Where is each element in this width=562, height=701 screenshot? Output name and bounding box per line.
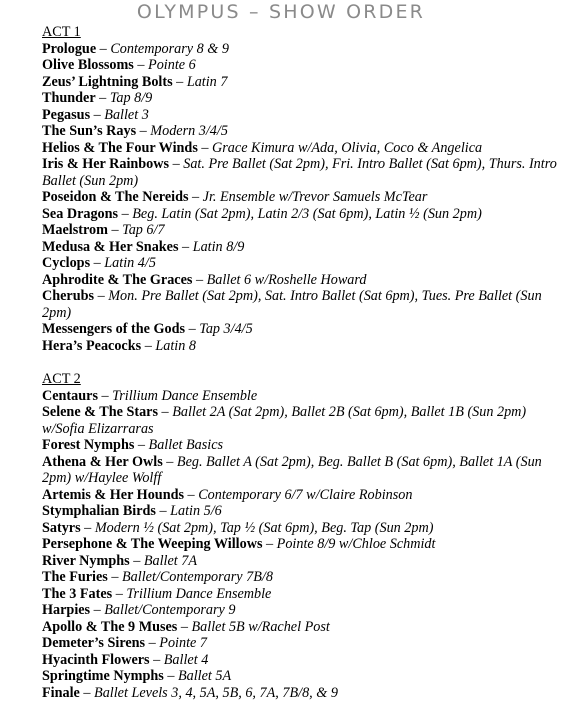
entry-name: The Furies <box>42 569 108 585</box>
entry-detail: Pointe 8/9 w/Chloe Schmidt <box>277 536 436 552</box>
entry-name: Persephone & The Weeping Willows <box>42 536 262 552</box>
entry-detail: Jr. Ensemble w/Trevor Samuels McTear <box>203 189 428 205</box>
entry-detail: Ballet Levels 3, 4, 5A, 5B, 6, 7A, 7B/8, & 9 <box>94 685 338 701</box>
entry-detail: Ballet 4 <box>164 652 209 668</box>
entry-name: The Sun’s Rays <box>42 123 136 139</box>
entry-name: The 3 Fates <box>42 586 112 602</box>
act-heading: ACT 2 <box>42 371 558 388</box>
program-entry <box>42 222 558 239</box>
act-section <box>42 371 558 701</box>
entry-name: Stymphalian Birds <box>42 503 156 519</box>
entry-name: Helios & The Four Winds <box>42 140 198 156</box>
entry-separator: – <box>108 222 122 238</box>
program-entry <box>42 239 558 256</box>
entry-separator: – <box>96 90 110 106</box>
entry-separator: – <box>177 619 191 635</box>
program-entry <box>42 668 558 685</box>
entry-separator: – <box>134 57 148 73</box>
program-entry <box>42 41 558 58</box>
entry-separator: – <box>150 652 164 668</box>
program-entry <box>42 520 558 537</box>
show-order-content <box>42 24 558 701</box>
program-entry <box>42 74 558 91</box>
document-title: OLYMPUS – SHOW ORDER <box>0 1 562 23</box>
entry-separator: – <box>198 140 212 156</box>
entry-name: Medusa & Her Snakes <box>42 239 179 255</box>
program-entry <box>42 57 558 74</box>
entry-name: Athena & Her Owls <box>42 454 163 470</box>
entry-name: Maelstrom <box>42 222 108 238</box>
entry-detail: Latin 4/5 <box>104 255 156 271</box>
entry-detail: Tap 6/7 <box>122 222 164 238</box>
entry-name: Zeus’ Lightning Bolts <box>42 74 176 90</box>
entry-detail: Pointe 6 <box>148 57 196 73</box>
entry-separator: – <box>136 123 150 139</box>
entry-detail: Beg. Ballet A (Sat 2pm), Beg. Ballet B (Sat 6pm), Ballet 1A (Sun 2pm) w/Haylee Wolff <box>42 454 542 487</box>
entry-name: Finale <box>42 685 80 701</box>
entry-separator: – <box>118 206 132 222</box>
entry-name: Harpies <box>42 602 90 618</box>
entry-separator: – <box>163 454 177 470</box>
program-entry <box>42 140 558 157</box>
entry-separator: – <box>145 635 159 651</box>
program-entry <box>42 487 558 504</box>
entry-detail: Ballet/Contemporary 7B/8 <box>122 569 273 585</box>
program-entry <box>42 107 558 124</box>
program-entry <box>42 586 558 603</box>
entry-separator: – <box>98 388 112 404</box>
program-entry <box>42 338 558 355</box>
entry-separator: – <box>179 239 193 255</box>
program-entry <box>42 90 558 107</box>
entry-separator: – <box>134 437 148 453</box>
program-entry <box>42 503 558 520</box>
program-entry <box>42 404 558 437</box>
entry-detail: Latin 5/6 <box>170 503 222 519</box>
program-entry <box>42 156 558 189</box>
entry-name: Artemis & Her Hounds <box>42 487 184 503</box>
entry-separator: – <box>192 272 206 288</box>
entry-detail: Ballet 2A (Sat 2pm), Ballet 2B (Sat 6pm), Ballet 1B (Sun 2pm) w/Sofia Elizarraras <box>42 404 526 437</box>
entry-detail: Modern ½ (Sat 2pm), Tap ½ (Sat 6pm), Beg. Tap (Sun 2pm) <box>95 520 434 536</box>
entry-name: Hera’s Peacocks <box>42 338 141 354</box>
entry-separator: – <box>90 107 104 123</box>
entry-name: Centaurs <box>42 388 98 404</box>
entry-detail: Ballet Basics <box>149 437 223 453</box>
entry-detail: Ballet 7A <box>144 553 197 569</box>
entry-name: Forest Nymphs <box>42 437 134 453</box>
entry-detail: Contemporary 6/7 w/Claire Robinson <box>198 487 412 503</box>
entry-name: Aphrodite & The Graces <box>42 272 192 288</box>
entry-detail: Tap 3/4/5 <box>199 321 253 337</box>
entry-separator: – <box>262 536 276 552</box>
entry-name: Iris & Her Rainbows <box>42 156 169 172</box>
entry-name: Cherubs <box>42 288 94 304</box>
entry-name: Selene & The Stars <box>42 404 158 420</box>
entry-separator: – <box>90 602 104 618</box>
program-entry <box>42 437 558 454</box>
program-entry <box>42 206 558 223</box>
entry-separator: – <box>188 189 202 205</box>
entry-detail: Ballet 5B w/Rachel Post <box>192 619 330 635</box>
entry-separator: – <box>164 668 178 684</box>
entry-name: Demeter’s Sirens <box>42 635 145 651</box>
entry-separator: – <box>130 553 144 569</box>
entry-name: River Nymphs <box>42 553 130 569</box>
entry-separator: – <box>156 503 170 519</box>
entry-separator: – <box>94 288 108 304</box>
entry-detail: Ballet 3 <box>104 107 149 123</box>
entry-detail: Latin 8/9 <box>193 239 245 255</box>
program-entry <box>42 272 558 289</box>
entry-name: Hyacinth Flowers <box>42 652 150 668</box>
entry-detail: Pointe 7 <box>159 635 207 651</box>
entry-separator: – <box>141 338 155 354</box>
entry-separator: – <box>184 487 198 503</box>
program-entry <box>42 288 558 321</box>
program-entry <box>42 652 558 669</box>
entry-detail: Modern 3/4/5 <box>150 123 228 139</box>
program-entry <box>42 619 558 636</box>
act-heading: ACT 1 <box>42 24 558 41</box>
entry-separator: – <box>169 156 183 172</box>
program-entry <box>42 569 558 586</box>
program-entry <box>42 454 558 487</box>
entry-name: Sea Dragons <box>42 206 118 222</box>
program-entry <box>42 553 558 570</box>
entry-name: Satyrs <box>42 520 81 536</box>
program-entry <box>42 321 558 338</box>
entry-separator: – <box>80 685 94 701</box>
entry-detail: Trillium Dance Ensemble <box>126 586 271 602</box>
entry-name: Messengers of the Gods <box>42 321 185 337</box>
entry-detail: Ballet 6 w/Roshelle Howard <box>207 272 367 288</box>
entry-separator: – <box>185 321 199 337</box>
entry-name: Prologue <box>42 41 96 57</box>
entry-separator: – <box>108 569 122 585</box>
program-entry <box>42 536 558 553</box>
entry-name: Cyclops <box>42 255 90 271</box>
entry-name: Olive Blossoms <box>42 57 134 73</box>
program-entry <box>42 388 558 405</box>
entry-detail: Contemporary 8 & 9 <box>110 41 229 57</box>
entry-name: Poseidon & The Nereids <box>42 189 188 205</box>
program-entry <box>42 123 558 140</box>
entry-name: Springtime Nymphs <box>42 668 164 684</box>
entry-detail: Latin 8 <box>155 338 196 354</box>
entry-detail: Tap 8/9 <box>110 90 152 106</box>
program-entry <box>42 602 558 619</box>
entry-detail: Grace Kimura w/Ada, Olivia, Coco & Angelica <box>212 140 482 156</box>
entry-detail: Trillium Dance Ensemble <box>112 388 257 404</box>
program-entry <box>42 685 558 701</box>
act-section <box>42 24 558 354</box>
entry-detail: Beg. Latin (Sat 2pm), Latin 2/3 (Sat 6pm), Latin ½ (Sun 2pm) <box>132 206 482 222</box>
entry-separator: – <box>112 586 126 602</box>
entry-detail: Mon. Pre Ballet (Sat 2pm), Sat. Intro Ballet (Sat 6pm), Tues. Pre Ballet (Sun 2pm) <box>42 288 542 321</box>
program-entry <box>42 255 558 272</box>
program-entry <box>42 189 558 206</box>
program-entry <box>42 635 558 652</box>
entry-detail: Latin 7 <box>187 74 228 90</box>
entry-separator: – <box>81 520 95 536</box>
entry-detail: Sat. Pre Ballet (Sat 2pm), Fri. Intro Ballet (Sat 6pm), Thurs. Intro Ballet (Sun 2pm) <box>42 156 557 189</box>
entry-separator: – <box>176 74 187 90</box>
entry-detail: Ballet/Contemporary 9 <box>104 602 235 618</box>
entry-detail: Ballet 5A <box>178 668 231 684</box>
entry-separator: – <box>158 404 172 420</box>
entry-name: Pegasus <box>42 107 90 123</box>
entry-name: Apollo & The 9 Muses <box>42 619 177 635</box>
entry-separator: – <box>90 255 104 271</box>
entry-name: Thunder <box>42 90 96 106</box>
entry-separator: – <box>96 41 110 57</box>
